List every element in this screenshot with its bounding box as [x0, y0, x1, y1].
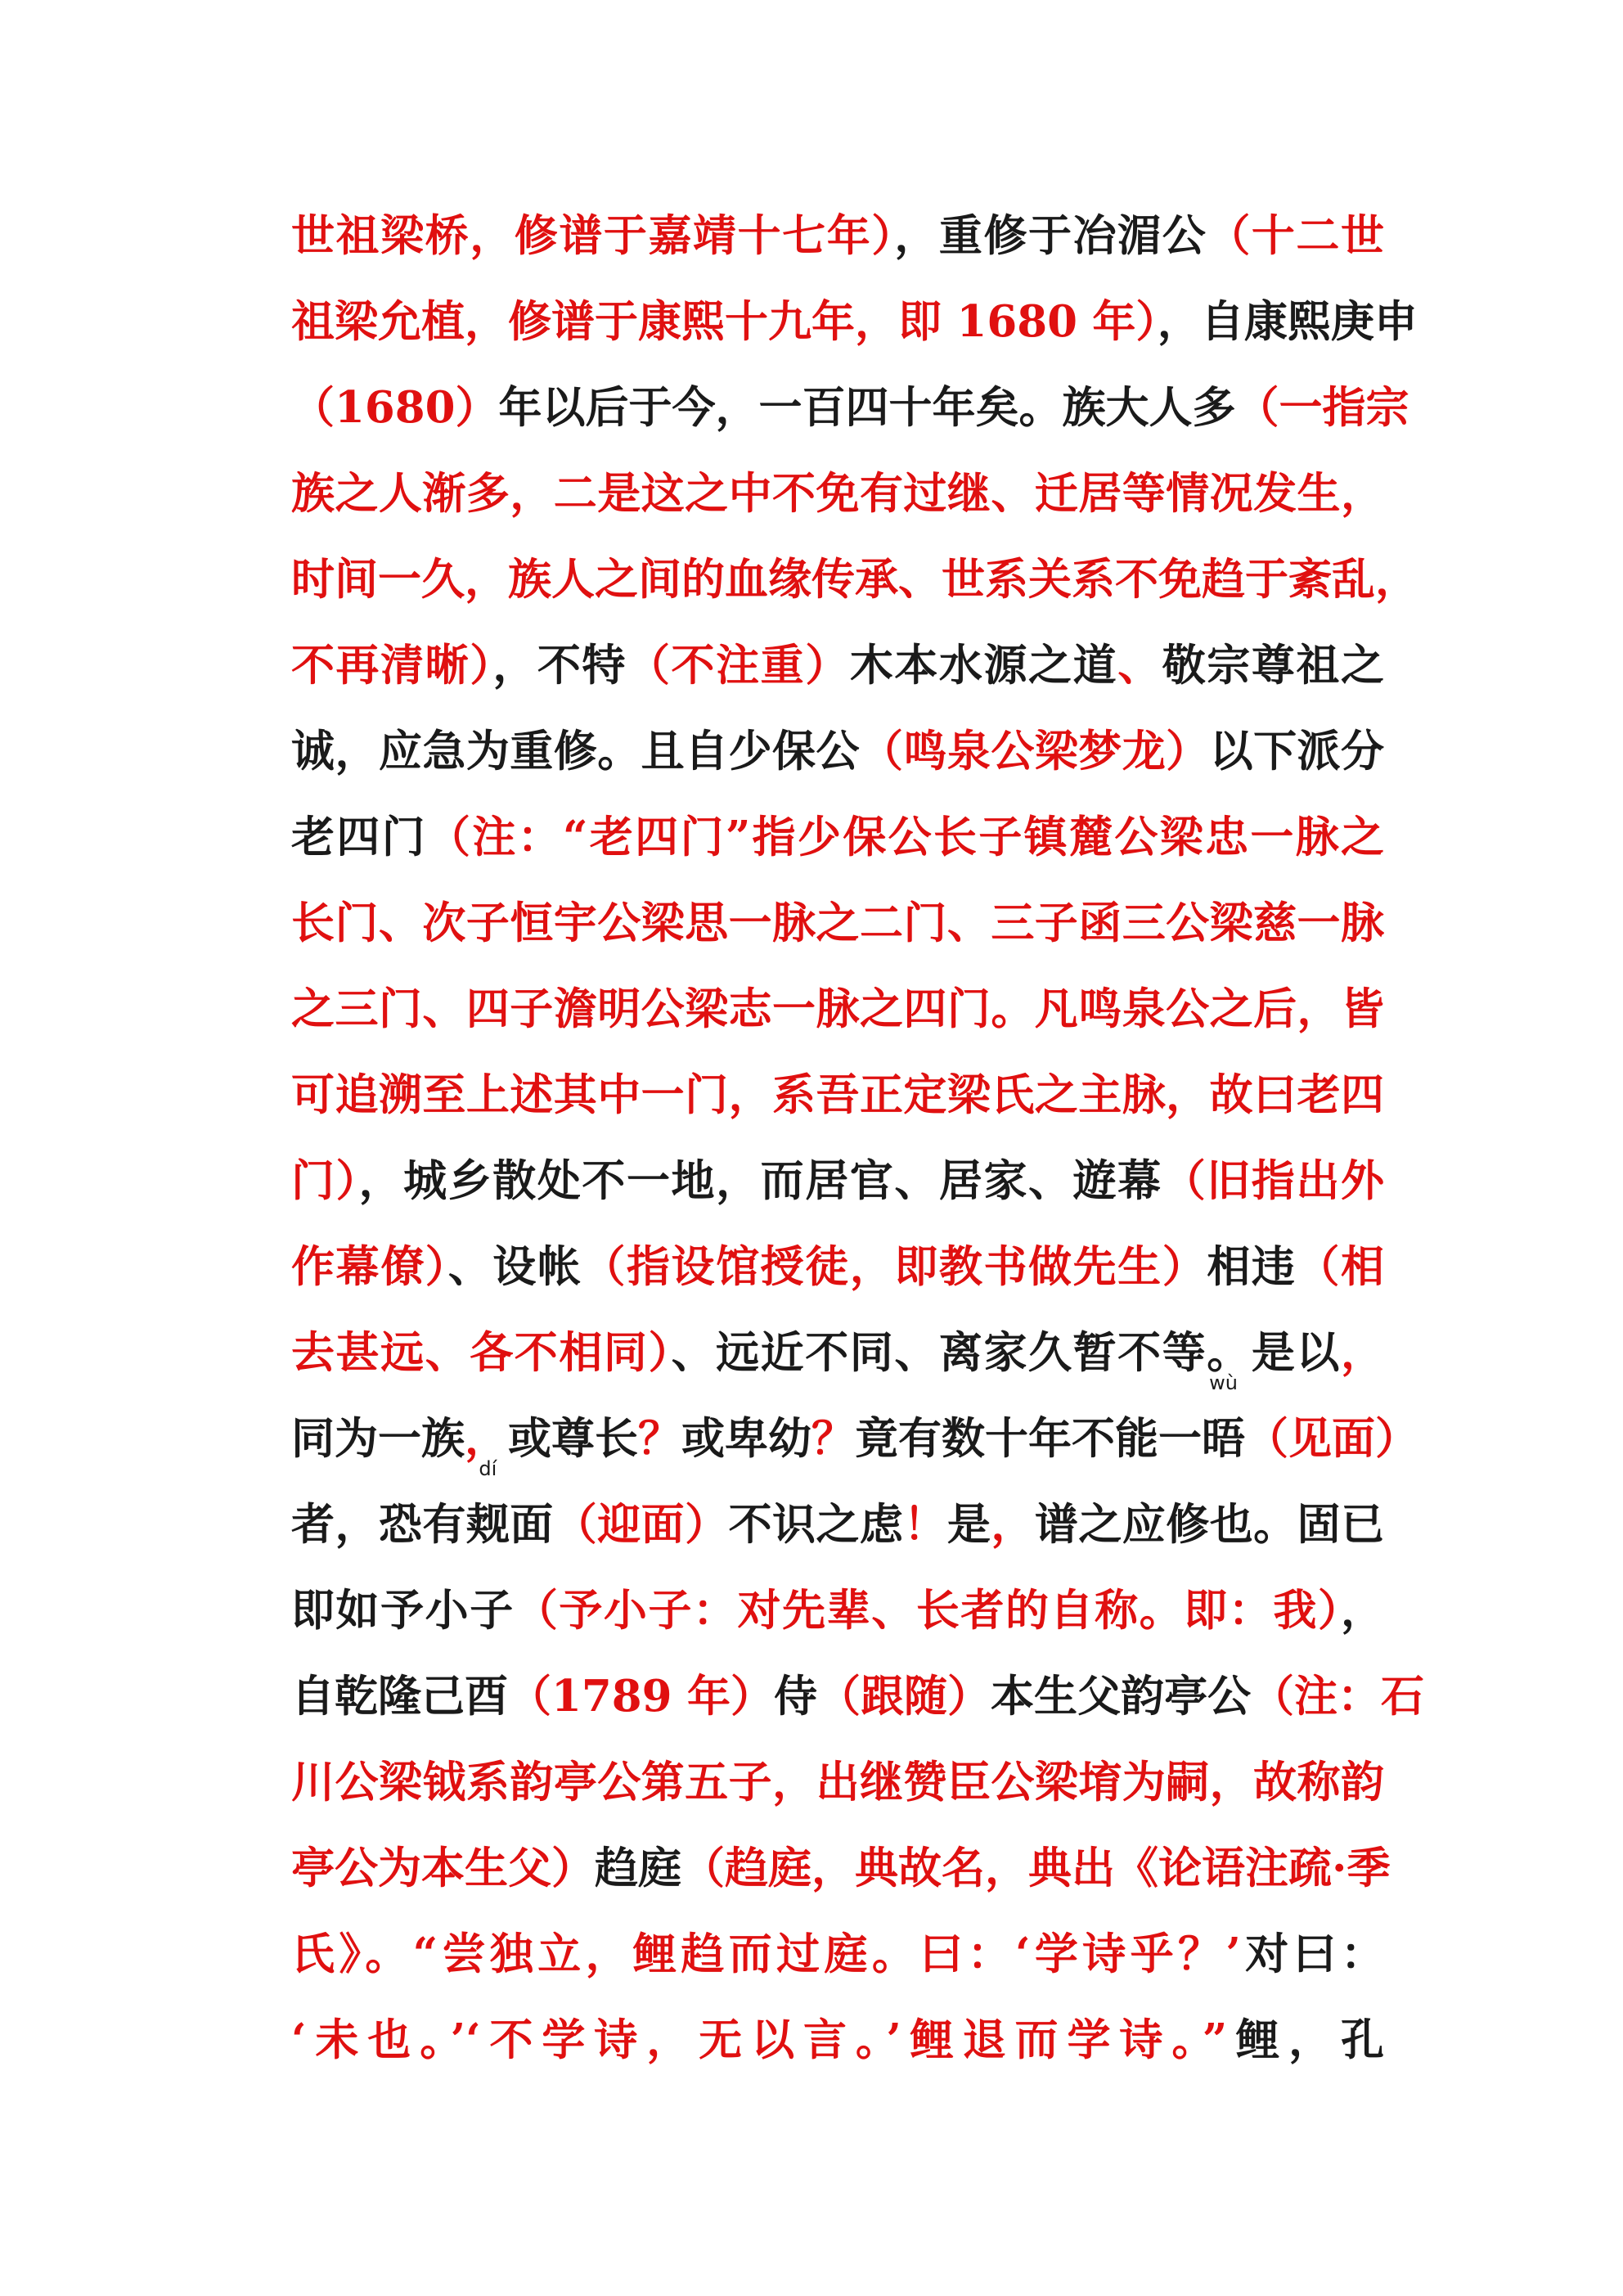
original-text: 竟有数十年不能一	[855, 1413, 1202, 1464]
original-text: 不识之虑	[728, 1499, 904, 1550]
ruby-base: 觌	[465, 1499, 510, 1550]
annotation-text: ，	[1341, 1327, 1384, 1378]
ruby-base: 晤	[1202, 1413, 1245, 1464]
annotation-text: 川公梁钺系韵亭公第五子，出继赞臣公梁堉为嗣，故称韵	[291, 1757, 1384, 1808]
original-text: ，重修于冶湄公	[894, 210, 1207, 261]
original-text: 鲤，孔	[1227, 2015, 1384, 2065]
annotation-text: （迎面）	[553, 1499, 729, 1550]
original-text: 或尊长	[508, 1413, 638, 1464]
annotation-text: （指设馆授徒，即教书做先生）	[582, 1241, 1207, 1292]
text-line	[291, 795, 1384, 880]
text-line	[291, 1138, 1384, 1224]
annotation-text: （注：石	[1250, 1671, 1424, 1722]
text-line	[291, 709, 1384, 795]
original-text: ，城乡散处不一地，而居官、居家、遊幕	[358, 1155, 1162, 1206]
original-text: 相违	[1207, 1241, 1297, 1292]
annotation-text: （1680）	[291, 382, 499, 433]
annotation-text: ，	[991, 1499, 1035, 1550]
text-line	[291, 1371, 1418, 1482]
annotation-text: 门）	[291, 1155, 359, 1206]
annotation-text: （鸣泉公梁梦龙）	[859, 726, 1210, 777]
original-text: ，	[1341, 1585, 1384, 1636]
original-text: 敬宗尊祖之	[1162, 640, 1384, 691]
annotation-text: 不再清晰）	[291, 640, 493, 691]
original-text: 自乾隆己酉	[291, 1671, 508, 1722]
ruby-character	[1202, 1371, 1245, 1482]
original-text: 或卑幼	[681, 1413, 812, 1464]
annotation-text: 亭公为本生父）	[291, 1843, 595, 1893]
text-line	[291, 1052, 1384, 1138]
text-line	[291, 1740, 1384, 1826]
annotation-text: 、	[1117, 640, 1162, 691]
annotation-text: 长门、次子恒宇公梁思一脉之二门、三子函三公梁慈一脉	[291, 898, 1384, 948]
original-text: 以下派分	[1209, 726, 1385, 777]
annotation-text: （一指宗	[1235, 382, 1409, 433]
annotation-text: 去甚远、各不相同）	[291, 1327, 672, 1378]
text-line	[291, 537, 1418, 623]
text-line	[291, 623, 1384, 709]
annotation-text: 之三门、四子澹明公梁志一脉之四门。凡鸣泉公之后，皆	[291, 984, 1384, 1034]
annotation-text: 氏》。“尝独立，鲤趋而过庭。曰：‘学诗乎？’	[291, 1929, 1241, 1979]
annotation-text: 可追溯至上述其中一门，系吾正定梁氏之主脉，故曰老四	[291, 1069, 1384, 1120]
annotation-text: （1789 年）	[508, 1671, 774, 1722]
original-text: 即如予小子	[291, 1585, 515, 1636]
annotation-text: （见面）	[1245, 1413, 1418, 1464]
annotation-text: ‘未也。’‘不学诗，无以言。’鲤退而学诗。”	[291, 2015, 1228, 2065]
original-text: 趋庭	[595, 1843, 681, 1893]
annotation-text: 世祖梁桥，修谱于嘉靖十七年）	[291, 210, 895, 261]
original-text: 侍	[773, 1671, 817, 1722]
original-text: 诚，应急为重修。且自少保公	[291, 726, 860, 777]
annotation-text: ？	[638, 1413, 681, 1464]
original-text: 是	[946, 1499, 991, 1550]
original-text: ，自康熙庚申	[1157, 296, 1418, 347]
text-line	[291, 1457, 1385, 1568]
original-text: 对曰：	[1240, 1929, 1384, 1979]
original-text: 本生父韵亭公	[990, 1671, 1251, 1722]
text-line	[291, 880, 1384, 966]
text-line	[291, 1568, 1384, 1654]
original-text: 谱之应修也。固已	[1034, 1499, 1385, 1550]
annotation-text: ！	[903, 1499, 947, 1550]
text-line	[291, 1654, 1424, 1740]
annotation-text: （十二世	[1207, 210, 1384, 261]
annotation-text: 作幕僚）	[291, 1241, 448, 1292]
annotation-text: （予小子：对先辈、长者的自称。即：我）	[514, 1585, 1341, 1636]
annotation-text: （不注重）	[627, 640, 850, 691]
original-text: 木本水源之道	[849, 640, 1118, 691]
text-line	[291, 451, 1384, 537]
pinyin-annotation: dí	[479, 1457, 497, 1480]
text-line	[291, 193, 1384, 279]
original-text: 者，恐有	[291, 1499, 466, 1550]
text-line	[291, 1911, 1384, 1997]
annotation-text: ，	[465, 1413, 508, 1464]
text-line	[291, 1997, 1384, 2083]
ruby-character	[465, 1457, 510, 1568]
annotation-text: （趋庭，典故名，典出《论语注疏·季	[681, 1843, 1391, 1893]
text-line	[291, 1224, 1384, 1310]
original-text: 、设帐	[447, 1241, 582, 1292]
original-text: 面	[509, 1499, 554, 1550]
original-text: 同为一族	[291, 1413, 465, 1464]
annotation-text: （旧指出外	[1162, 1155, 1384, 1206]
annotation-text: （注：“老四门”指少保公长子镇麓公梁忠一脉之	[427, 812, 1384, 862]
pinyin-annotation: wù	[1209, 1371, 1238, 1394]
text-line	[291, 279, 1418, 365]
text-line	[291, 1826, 1391, 1911]
annotation-text: 族之人渐多，二是这之中不免有过继、迁居等情况发生，	[291, 468, 1384, 519]
text-line	[291, 966, 1384, 1052]
annotation-text: ？	[812, 1413, 855, 1464]
annotation-text: 时间一久，族人之间的血缘传承、世系关系不免趋于紊乱，	[291, 554, 1418, 605]
original-text: 、远近不同、离家久暂不等。是以	[671, 1327, 1341, 1378]
original-text: 老四门	[291, 812, 428, 862]
annotation-text: 祖梁允植，修谱于康熙十九年，即 1680 年）	[291, 296, 1158, 347]
original-text: 年以后于今，一百四十年矣。族大人多	[498, 382, 1236, 433]
original-text: ，不特	[492, 640, 627, 691]
text-line	[291, 365, 1409, 451]
document-body	[291, 193, 1424, 2083]
annotation-text: （跟随）	[816, 1671, 991, 1722]
annotation-text: （相	[1296, 1241, 1384, 1292]
